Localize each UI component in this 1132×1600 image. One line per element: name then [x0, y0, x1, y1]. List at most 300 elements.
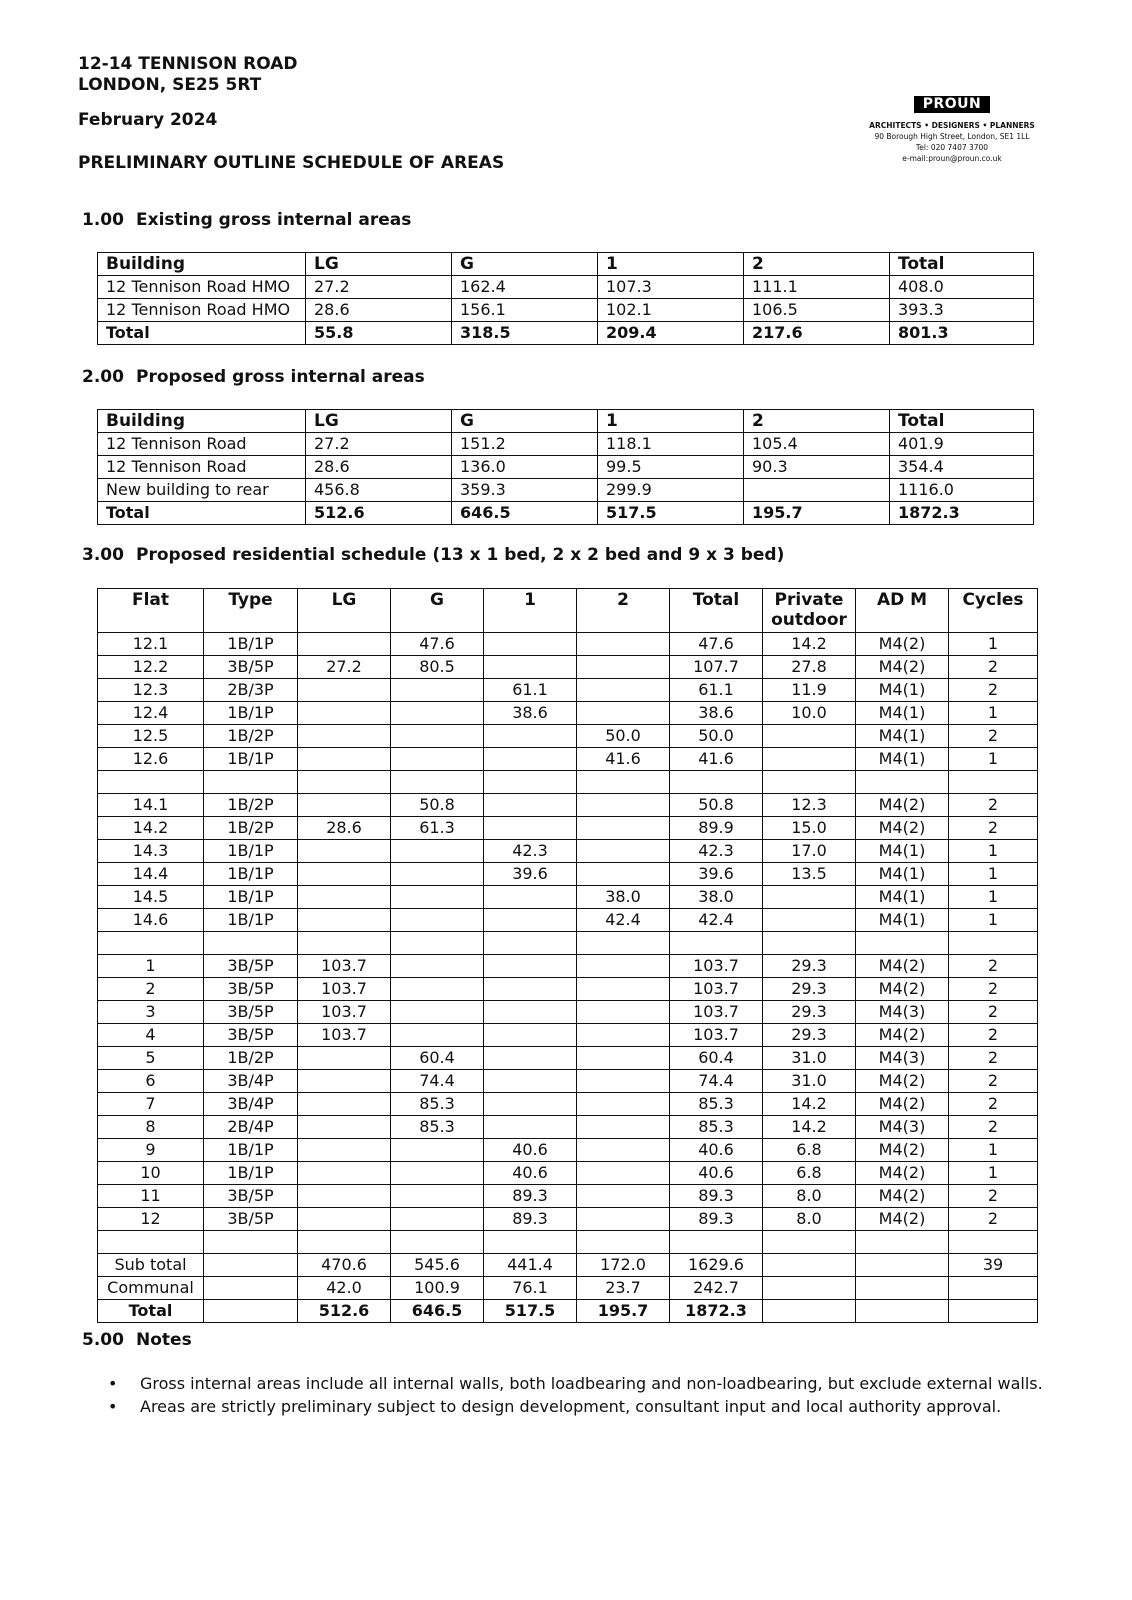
table-cell [391, 955, 484, 978]
column-header: Building [98, 410, 306, 433]
column-header: 2 [744, 410, 890, 433]
table-cell [763, 771, 856, 794]
column-header [670, 589, 763, 633]
table-cell: 3 [98, 1001, 204, 1024]
table-cell: 14.5 [98, 886, 204, 909]
table-cell [484, 1070, 577, 1093]
table-row [98, 456, 1034, 479]
table-cell: 103.7 [298, 1001, 391, 1024]
table-cell [391, 1231, 484, 1254]
table-cell: 11 [98, 1185, 204, 1208]
table-row [98, 909, 1038, 932]
column-header-label: Total [692, 590, 740, 610]
table-cell: 103.7 [670, 1001, 763, 1024]
total-row [98, 322, 1034, 345]
table-cell: 103.7 [298, 955, 391, 978]
table-cell [577, 1070, 670, 1093]
table-cell: M4(2) [856, 633, 949, 656]
table-cell [577, 1047, 670, 1070]
table-row [98, 633, 1038, 656]
table-cell: 47.6 [670, 633, 763, 656]
table-cell: M4(1) [856, 886, 949, 909]
table-cell [949, 771, 1038, 794]
column-header: Building [98, 253, 306, 276]
table-cell: 12 Tennison Road HMO [98, 299, 306, 322]
section-1-heading [82, 210, 411, 230]
table-cell [98, 771, 204, 794]
table-cell: 118.1 [598, 433, 744, 456]
table-cell [391, 886, 484, 909]
table-cell: 1B/1P [204, 863, 298, 886]
table-cell: 60.4 [391, 1047, 484, 1070]
table-cell [391, 748, 484, 771]
table-row [98, 656, 1038, 679]
table-cell [577, 679, 670, 702]
table-cell [298, 1162, 391, 1185]
company-logo-block [862, 96, 1042, 164]
table-cell: 50.0 [577, 725, 670, 748]
column-header-label: 1 [524, 590, 536, 610]
table-cell: M4(1) [856, 909, 949, 932]
table-cell: 41.6 [577, 748, 670, 771]
total-cell: 801.3 [890, 322, 1034, 345]
table-cell: 38.0 [670, 886, 763, 909]
table-row [98, 955, 1038, 978]
table-cell: 3B/4P [204, 1093, 298, 1116]
column-header-label: Flat [131, 590, 170, 610]
table-cell: 9 [98, 1139, 204, 1162]
note-item: • Gross internal areas include all internal walls, both loadbearing and non-loadbearing, but exclude external walls. [108, 1372, 1043, 1395]
table-cell: 5 [98, 1047, 204, 1070]
table-cell: 1 [98, 955, 204, 978]
column-header [204, 589, 298, 633]
table-cell: M4(2) [856, 1139, 949, 1162]
table-cell [204, 932, 298, 955]
table-cell: 3B/4P [204, 1070, 298, 1093]
table-cell: 89.3 [484, 1208, 577, 1231]
column-header-label: LG [331, 590, 357, 610]
logo-tagline: ARCHITECTS • DESIGNERS • PLANNERS [869, 121, 1035, 130]
table-cell: 14.2 [98, 817, 204, 840]
table-cell: 29.3 [763, 955, 856, 978]
table-cell [204, 1277, 298, 1300]
table-cell: 3B/5P [204, 1024, 298, 1047]
table-cell: 2 [949, 679, 1038, 702]
table-cell: 8.0 [763, 1208, 856, 1231]
table-cell [577, 863, 670, 886]
table-cell: 7 [98, 1093, 204, 1116]
table-cell: M4(1) [856, 725, 949, 748]
table-cell: 1 [949, 702, 1038, 725]
table-cell [577, 1001, 670, 1024]
table-cell [204, 1254, 298, 1277]
address-line-2: LONDON, SE25 5RT [78, 75, 262, 95]
table-cell: 42.4 [577, 909, 670, 932]
table-cell: 103.7 [298, 978, 391, 1001]
table-cell: 2 [949, 978, 1038, 1001]
proposed-areas-table [97, 409, 1034, 525]
table-cell: M4(2) [856, 1185, 949, 1208]
table-cell: M4(2) [856, 1093, 949, 1116]
table-cell [577, 817, 670, 840]
table-cell: 85.3 [391, 1116, 484, 1139]
table-cell [577, 955, 670, 978]
total-cell [856, 1300, 949, 1323]
section-5-number: 5.00 [82, 1330, 124, 1350]
table-cell [298, 1093, 391, 1116]
total-cell: 646.5 [391, 1300, 484, 1323]
table-cell: M4(2) [856, 1162, 949, 1185]
column-header [577, 589, 670, 633]
table-cell: 38.6 [670, 702, 763, 725]
table-cell [763, 1231, 856, 1254]
table-cell [763, 1277, 856, 1300]
table-cell [856, 771, 949, 794]
table-row [98, 679, 1038, 702]
table-cell: 408.0 [890, 276, 1034, 299]
table-cell: 1B/2P [204, 794, 298, 817]
table-cell [949, 1277, 1038, 1300]
table-cell: 545.6 [391, 1254, 484, 1277]
table-header-row [98, 410, 1034, 433]
table-cell [670, 1231, 763, 1254]
table-cell [856, 1231, 949, 1254]
table-cell: M4(2) [856, 1070, 949, 1093]
table-cell: 354.4 [890, 456, 1034, 479]
table-cell [484, 909, 577, 932]
table-cell [298, 1139, 391, 1162]
table-cell: 90.3 [744, 456, 890, 479]
table-cell: 1B/1P [204, 748, 298, 771]
section-3-title: Proposed residential schedule (13 x 1 bed, 2 x 2 bed and 9 x 3 bed) [136, 545, 785, 565]
table-cell: 8.0 [763, 1185, 856, 1208]
table-row [98, 1116, 1038, 1139]
table-row [98, 1047, 1038, 1070]
logo-tel: Tel: 020 7407 3700 [915, 143, 989, 152]
column-header [391, 589, 484, 633]
table-cell [98, 1231, 204, 1254]
table-cell [298, 909, 391, 932]
table-cell: 2 [949, 1047, 1038, 1070]
column-header-label: G [430, 590, 444, 610]
table-cell: 40.6 [484, 1162, 577, 1185]
table-row [98, 748, 1038, 771]
table-cell: M4(1) [856, 748, 949, 771]
notes-list [108, 1372, 1043, 1418]
table-cell [484, 1001, 577, 1024]
residential-schedule-table [97, 588, 1038, 1323]
table-cell [484, 771, 577, 794]
column-header-label: Cycles [962, 590, 1024, 610]
column-header: 1 [598, 410, 744, 433]
table-cell: 441.4 [484, 1254, 577, 1277]
table-cell [763, 909, 856, 932]
table-cell: 1B/2P [204, 725, 298, 748]
document-title: PRELIMINARY OUTLINE SCHEDULE OF AREAS [78, 153, 505, 173]
table-cell: 42.3 [484, 840, 577, 863]
table-cell: 2 [949, 656, 1038, 679]
table-cell: 3B/5P [204, 1001, 298, 1024]
table-cell: 85.3 [391, 1093, 484, 1116]
column-header-sublabel: outdoor [771, 610, 847, 630]
table-cell [577, 702, 670, 725]
table-cell: 74.4 [391, 1070, 484, 1093]
table-row [98, 1093, 1038, 1116]
table-cell [744, 479, 890, 502]
table-cell [298, 725, 391, 748]
table-cell: 27.2 [306, 433, 452, 456]
table-row [98, 299, 1034, 322]
table-cell: 12.3 [763, 794, 856, 817]
table-cell: M4(1) [856, 863, 949, 886]
table-cell: 4 [98, 1024, 204, 1047]
table-cell [577, 1208, 670, 1231]
table-cell: 38.6 [484, 702, 577, 725]
table-cell [298, 771, 391, 794]
column-header: LG [306, 410, 452, 433]
table-cell [484, 932, 577, 955]
table-cell [298, 840, 391, 863]
table-cell: 39.6 [484, 863, 577, 886]
table-cell: 39.6 [670, 863, 763, 886]
table-cell [763, 932, 856, 955]
address-block [78, 54, 297, 96]
table-cell: 105.4 [744, 433, 890, 456]
table-cell [856, 1277, 949, 1300]
logo-address: 90 Borough High Street, London, SE1 1LL [874, 132, 1030, 141]
table-cell: 106.5 [744, 299, 890, 322]
table-cell [298, 633, 391, 656]
column-header: LG [306, 253, 452, 276]
table-cell: 13.5 [763, 863, 856, 886]
table-cell [763, 748, 856, 771]
table-row [98, 479, 1034, 502]
table-cell: 2 [949, 794, 1038, 817]
table-row [98, 1139, 1038, 1162]
table-cell [763, 1254, 856, 1277]
table-cell: 29.3 [763, 978, 856, 1001]
table-row [98, 1208, 1038, 1231]
table-cell: 29.3 [763, 1024, 856, 1047]
table-cell: 14.2 [763, 1116, 856, 1139]
table-cell: 359.3 [452, 479, 598, 502]
table-cell [577, 840, 670, 863]
table-cell [856, 1254, 949, 1277]
table-cell [484, 794, 577, 817]
table-cell: 42.0 [298, 1277, 391, 1300]
table-cell [763, 886, 856, 909]
table-cell: 28.6 [306, 456, 452, 479]
table-cell [484, 1024, 577, 1047]
table-cell: 14.6 [98, 909, 204, 932]
total-cell: 646.5 [452, 502, 598, 525]
address-line-1: 12-14 TENNISON ROAD [78, 54, 298, 74]
table-cell: 1B/1P [204, 1162, 298, 1185]
table-cell: M4(1) [856, 702, 949, 725]
table-cell: New building to rear [98, 479, 306, 502]
section-5-title: Notes [136, 1330, 192, 1350]
table-cell: 3B/5P [204, 955, 298, 978]
table-cell: 40.6 [670, 1139, 763, 1162]
table-cell: 162.4 [452, 276, 598, 299]
table-cell [391, 771, 484, 794]
table-cell: 60.4 [670, 1047, 763, 1070]
table-cell [298, 702, 391, 725]
table-cell: 3B/5P [204, 978, 298, 1001]
table-cell: 6.8 [763, 1162, 856, 1185]
total-cell [949, 1300, 1038, 1323]
table-cell: 40.6 [670, 1162, 763, 1185]
table-cell [577, 794, 670, 817]
table-cell: 2B/3P [204, 679, 298, 702]
table-cell: 29.3 [763, 1001, 856, 1024]
table-cell: 136.0 [452, 456, 598, 479]
table-cell [298, 1047, 391, 1070]
table-cell: 12 [98, 1208, 204, 1231]
table-cell [298, 679, 391, 702]
table-cell: 61.1 [670, 679, 763, 702]
table-cell: 2 [949, 1001, 1038, 1024]
table-cell: M4(2) [856, 978, 949, 1001]
table-cell: 28.6 [298, 817, 391, 840]
total-cell: 1872.3 [890, 502, 1034, 525]
table-cell: 27.8 [763, 656, 856, 679]
table-cell [298, 1070, 391, 1093]
table-cell [484, 817, 577, 840]
table-cell: 41.6 [670, 748, 763, 771]
table-cell [298, 863, 391, 886]
table-cell [298, 932, 391, 955]
section-2-heading [82, 367, 425, 387]
total-cell: Total [98, 502, 306, 525]
table-row [98, 886, 1038, 909]
table-cell [391, 1139, 484, 1162]
table-cell [484, 955, 577, 978]
table-cell: 2 [949, 725, 1038, 748]
table-cell [298, 1208, 391, 1231]
existing-areas-table [97, 252, 1034, 345]
table-cell: 172.0 [577, 1254, 670, 1277]
table-cell [484, 1047, 577, 1070]
table-cell: 12 Tennison Road HMO [98, 276, 306, 299]
table-cell [484, 1231, 577, 1254]
table-cell: 401.9 [890, 433, 1034, 456]
table-cell: 1629.6 [670, 1254, 763, 1277]
table-cell: 61.1 [484, 679, 577, 702]
table-row [98, 863, 1038, 886]
total-row [98, 1300, 1038, 1323]
table-cell: 2B/4P [204, 1116, 298, 1139]
table-cell [577, 1139, 670, 1162]
column-header-label: Type [228, 590, 273, 610]
table-cell: 1 [949, 633, 1038, 656]
table-row [98, 817, 1038, 840]
table-row [98, 1070, 1038, 1093]
table-cell: 42.4 [670, 909, 763, 932]
table-cell [204, 1231, 298, 1254]
column-header-label: 2 [617, 590, 629, 610]
table-cell: 2 [949, 1024, 1038, 1047]
table-cell [298, 748, 391, 771]
table-cell [577, 771, 670, 794]
table-cell [391, 725, 484, 748]
table-cell [484, 886, 577, 909]
table-row [98, 794, 1038, 817]
table-cell [577, 1093, 670, 1116]
table-cell: 89.3 [484, 1185, 577, 1208]
table-cell: 3B/5P [204, 1185, 298, 1208]
table-cell: 14.2 [763, 1093, 856, 1116]
table-cell: M4(1) [856, 679, 949, 702]
table-cell [391, 1185, 484, 1208]
table-cell: 76.1 [484, 1277, 577, 1300]
table-cell [577, 1024, 670, 1047]
table-cell [484, 1093, 577, 1116]
section-3-number: 3.00 [82, 545, 124, 565]
table-cell [298, 1185, 391, 1208]
table-cell: 89.9 [670, 817, 763, 840]
column-header [949, 589, 1038, 633]
table-cell: 107.3 [598, 276, 744, 299]
table-cell: 1B/1P [204, 702, 298, 725]
table-cell [577, 1162, 670, 1185]
table-cell [577, 932, 670, 955]
table-header-row [98, 589, 1038, 633]
total-cell: 318.5 [452, 322, 598, 345]
table-cell: 1 [949, 840, 1038, 863]
table-cell [763, 725, 856, 748]
total-cell: 517.5 [598, 502, 744, 525]
table-cell: 80.5 [391, 656, 484, 679]
table-row [98, 771, 1038, 794]
table-row [98, 1277, 1038, 1300]
column-header: Total [890, 410, 1034, 433]
table-row [98, 932, 1038, 955]
table-cell: 12.2 [98, 656, 204, 679]
table-cell [856, 932, 949, 955]
table-cell: 2 [949, 955, 1038, 978]
table-cell: 103.7 [670, 955, 763, 978]
table-cell: 393.3 [890, 299, 1034, 322]
table-cell: 151.2 [452, 433, 598, 456]
section-2-number: 2.00 [82, 367, 124, 387]
table-cell: 89.3 [670, 1208, 763, 1231]
table-cell [484, 725, 577, 748]
table-cell: 1B/2P [204, 1047, 298, 1070]
table-cell: 47.6 [391, 633, 484, 656]
table-cell [391, 1024, 484, 1047]
table-cell: 8 [98, 1116, 204, 1139]
table-cell [670, 771, 763, 794]
table-cell: 2 [949, 1093, 1038, 1116]
table-cell: 31.0 [763, 1070, 856, 1093]
table-cell [670, 932, 763, 955]
table-cell [949, 932, 1038, 955]
table-row [98, 840, 1038, 863]
table-cell: 470.6 [298, 1254, 391, 1277]
table-cell: 50.8 [391, 794, 484, 817]
table-cell [949, 1231, 1038, 1254]
table-cell: 12.5 [98, 725, 204, 748]
column-header [98, 589, 204, 633]
table-cell: 61.3 [391, 817, 484, 840]
total-cell: 1872.3 [670, 1300, 763, 1323]
table-cell: M4(3) [856, 1001, 949, 1024]
table-cell: 103.7 [670, 978, 763, 1001]
table-cell [577, 1185, 670, 1208]
table-row [98, 702, 1038, 725]
table-cell [484, 1116, 577, 1139]
